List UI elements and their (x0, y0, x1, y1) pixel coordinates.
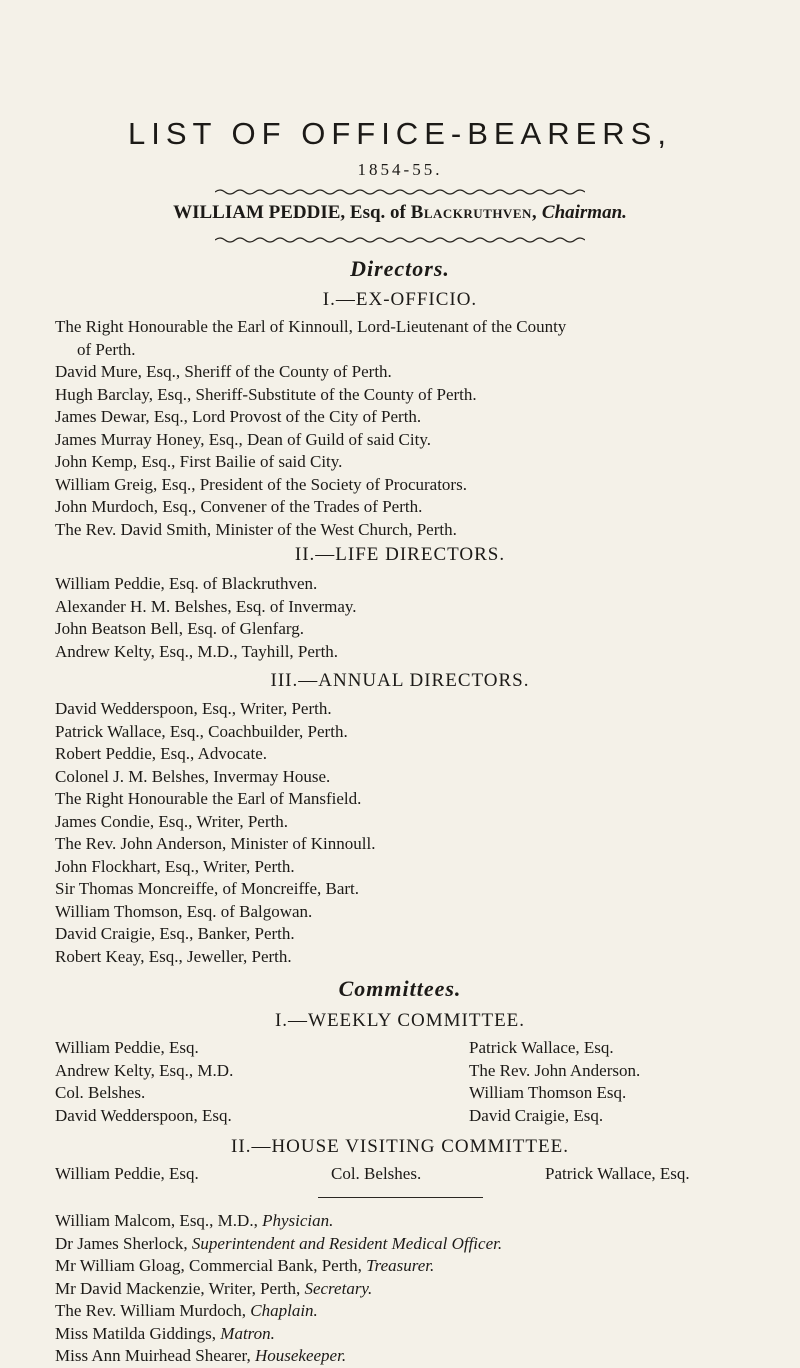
list-item: William Peddie, Esq. (55, 1038, 199, 1057)
list-item: Colonel J. M. Belshes, Invermay House. (55, 766, 331, 786)
list-item: Col. Belshes. (55, 1083, 146, 1102)
divider (318, 1197, 483, 1198)
list-item: Robert Peddie, Esq., Advocate. (55, 744, 267, 763)
chairman-name: WILLIAM PEDDIE, Esq. of (173, 202, 406, 223)
list-item: John Kemp, Esq., First Bailie of said City. (55, 452, 343, 471)
list-item: David Wedderspoon, Esq., Writer, Perth. (55, 699, 332, 718)
list-item: John Flockhart, Esq., Writer, Perth. (55, 856, 295, 876)
wavy-rule-bottom (215, 236, 585, 244)
weekly-left-column (55, 1037, 233, 1127)
list-item: William Peddie, Esq. of Blackruthven. (55, 574, 318, 593)
officer-housekeeper: Miss Ann Muirhead Shearer, Housekeeper. (55, 1346, 347, 1365)
annual-directors-title: III.—ANNUAL DIRECTORS. (270, 670, 530, 691)
chairman-line (0, 202, 800, 224)
life-directors-list (55, 573, 755, 663)
chairman-place: Blackruthven, (410, 202, 538, 223)
officer-chaplain: The Rev. William Murdoch, Chaplain. (55, 1301, 318, 1320)
years-label: 1854-55. (357, 160, 443, 179)
list-item: John Murdoch, Esq., Convener of the Trades of Perth. (55, 497, 423, 516)
officers-list (55, 1210, 755, 1368)
officer-matron: Miss Matilda Giddings, Matron. (55, 1323, 275, 1343)
list-item: The Right Honourable the Earl of Kinnoull, Lord-Lieutenant of the County (55, 317, 567, 336)
officer-superintendent: Dr James Sherlock, Superintendent and Resident Medical Officer. (55, 1233, 503, 1253)
officer-treasurer: Mr William Gloag, Commercial Bank, Perth, Treasurer. (55, 1256, 435, 1275)
annual-directors-list (55, 698, 755, 968)
list-item: William Greig, Esq., President of the Society of Procurators. (55, 474, 467, 494)
list-item: Andrew Kelty, Esq., M.D., Tayhill, Perth. (55, 641, 339, 661)
list-item: David Mure, Esq., Sheriff of the County of Perth. (55, 362, 392, 381)
officer-physician: William Malcom, Esq., M.D., Physician. (55, 1211, 334, 1230)
life-directors-title: II.—LIFE DIRECTORS. (294, 544, 506, 565)
page-title: LIST OF OFFICE-BEARERS, (128, 116, 672, 151)
house-committee-title: II.—HOUSE VISITING COMMITTEE. (231, 1136, 569, 1157)
ex-officio-list (55, 316, 755, 541)
list-item: Col. Belshes. (331, 1164, 422, 1183)
list-item: Patrick Wallace, Esq. (469, 1038, 614, 1057)
list-item: Patrick Wallace, Esq. (545, 1164, 690, 1183)
list-item: The Rev. John Anderson, Minister of Kinnoull. (55, 834, 376, 853)
list-item: David Craigie, Esq., Banker, Perth. (55, 924, 295, 943)
ex-officio-title: I.—EX-OFFICIO. (322, 289, 478, 310)
list-item: John Beatson Bell, Esq. of Glenfarg. (55, 619, 304, 638)
list-item: James Condie, Esq., Writer, Perth. (55, 811, 288, 831)
list-item: James Dewar, Esq., Lord Provost of the City of Perth. (55, 407, 422, 426)
directors-heading: Directors. (350, 256, 450, 281)
list-item: of Perth. (77, 339, 136, 359)
list-item: The Rev. David Smith, Minister of the West Church, Perth. (55, 519, 457, 539)
list-item: William Thomson Esq. (469, 1083, 627, 1102)
wavy-rule-top (215, 188, 585, 196)
list-item: Hugh Barclay, Esq., Sheriff-Substitute of the County of Perth. (55, 384, 477, 404)
list-item: William Thomson, Esq. of Balgowan. (55, 901, 313, 921)
chairman-role: Chairman. (541, 202, 627, 223)
list-item: The Right Honourable the Earl of Mansfield. (55, 789, 362, 808)
list-item: David Craigie, Esq. (469, 1105, 604, 1125)
list-item: The Rev. John Anderson. (469, 1060, 641, 1080)
weekly-committee-title: I.—WEEKLY COMMITTEE. (274, 1010, 526, 1031)
list-item: David Wedderspoon, Esq. (55, 1105, 232, 1125)
weekly-right-column (469, 1037, 640, 1127)
officer-secretary: Mr David Mackenzie, Writer, Perth, Secretary. (55, 1278, 373, 1298)
list-item: James Murray Honey, Esq., Dean of Guild of said City. (55, 429, 431, 449)
list-item: Sir Thomas Moncreiffe, of Moncreiffe, Bart. (55, 879, 360, 898)
committees-heading: Committees. (338, 976, 462, 1001)
list-item: William Peddie, Esq. (55, 1164, 199, 1183)
list-item: Robert Keay, Esq., Jeweller, Perth. (55, 946, 292, 966)
list-item: Alexander H. M. Belshes, Esq. of Invermay. (55, 596, 357, 616)
list-item: Andrew Kelty, Esq., M.D. (55, 1060, 234, 1080)
list-item: Patrick Wallace, Esq., Coachbuilder, Perth. (55, 721, 348, 741)
